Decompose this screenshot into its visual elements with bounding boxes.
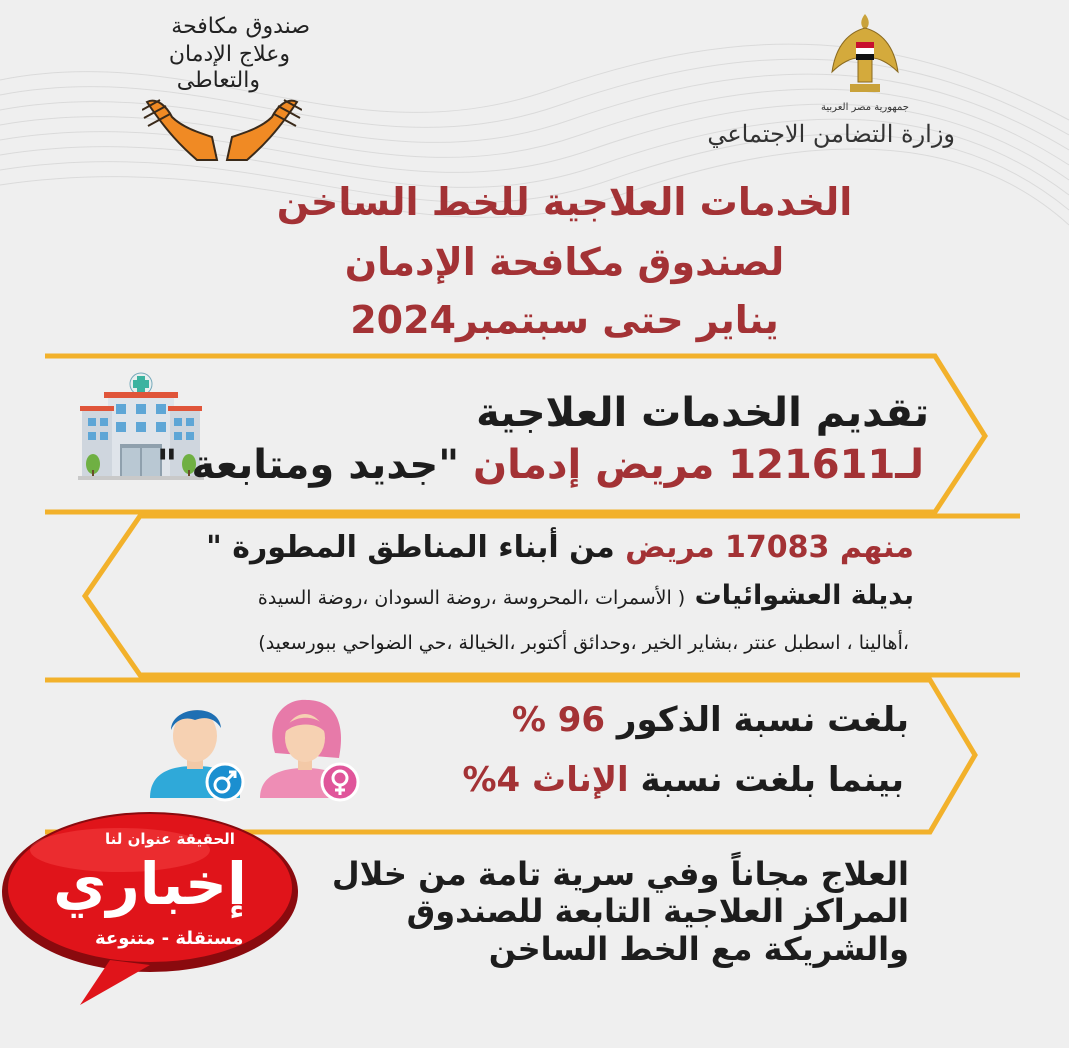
panel2-patients-count: منهم 17083 مريض — [625, 530, 914, 565]
female-ratio-label: بينما بلغت نسبة — [640, 760, 904, 800]
ministry-republic-label: جمهورية مصر العربية — [821, 102, 909, 113]
title-line-1: الخدمات العلاجية للخط الساخن — [276, 180, 853, 224]
panel3-line1 — [512, 700, 909, 740]
panel2-line2 — [258, 580, 914, 611]
panel4-line2: المراكز العلاجية التابعة للصندوق — [406, 892, 909, 930]
watermark-subtitle: مستقلة - متنوعة — [95, 928, 244, 949]
female-icon — [255, 698, 365, 803]
watermark-brand: إخباري — [53, 850, 247, 918]
male-ratio-value: 96 % — [511, 700, 606, 740]
ministry-name: وزارة التضامن الاجتماعي — [707, 120, 955, 148]
panel1-new-followup: "جديد ومتابعة " — [156, 442, 460, 488]
male-ratio-label: بلغت نسبة الذكور — [616, 700, 909, 740]
panel2-areas-label: من أبناء المناطق المطورة " — [206, 530, 615, 565]
panel1-line2 — [157, 442, 924, 488]
panel2-areas-list-2: ،أهالينا ، اسطبل عنتر ،بشاير الخير ،وحدائق أكتوبر ،الخيالة ،حي الضواحي ببورسعيد) — [258, 632, 909, 654]
female-ratio-value: الإناث 4% — [462, 760, 629, 800]
panel2-slums-alternative: بديلة العشوائيات — [694, 580, 914, 611]
panel2-areas-list-1: ( الأسمرات ،المحروسة ،روضة السودان ،روضة السيدة — [257, 587, 686, 609]
fund-logo-line1: صندوق مكافحة — [171, 14, 310, 39]
fund-logo-line2: وعلاج الإدمان — [168, 42, 290, 67]
panel2-line1 — [206, 530, 914, 565]
panel1-patients-count: لـ121611 مريض إدمان — [473, 442, 924, 488]
watermark-tagline: الحقيقة عنوان لنا — [105, 830, 235, 848]
panel1-line1: تقديم الخدمات العلاجية — [476, 390, 929, 436]
panel3-line2 — [462, 760, 904, 800]
title-line-2: لصندوق مكافحة الإدمان — [344, 240, 785, 284]
title-line-3: يناير حتى سبتمبر2024 — [350, 298, 779, 342]
male-icon — [145, 698, 250, 803]
panel4-line1: العلاج مجاناً وفي سرية تامة من خلال — [331, 855, 909, 893]
fund-logo-line3: والتعاطى — [176, 68, 260, 93]
panel4-line3: والشريكة مع الخط الساخن — [488, 930, 909, 968]
